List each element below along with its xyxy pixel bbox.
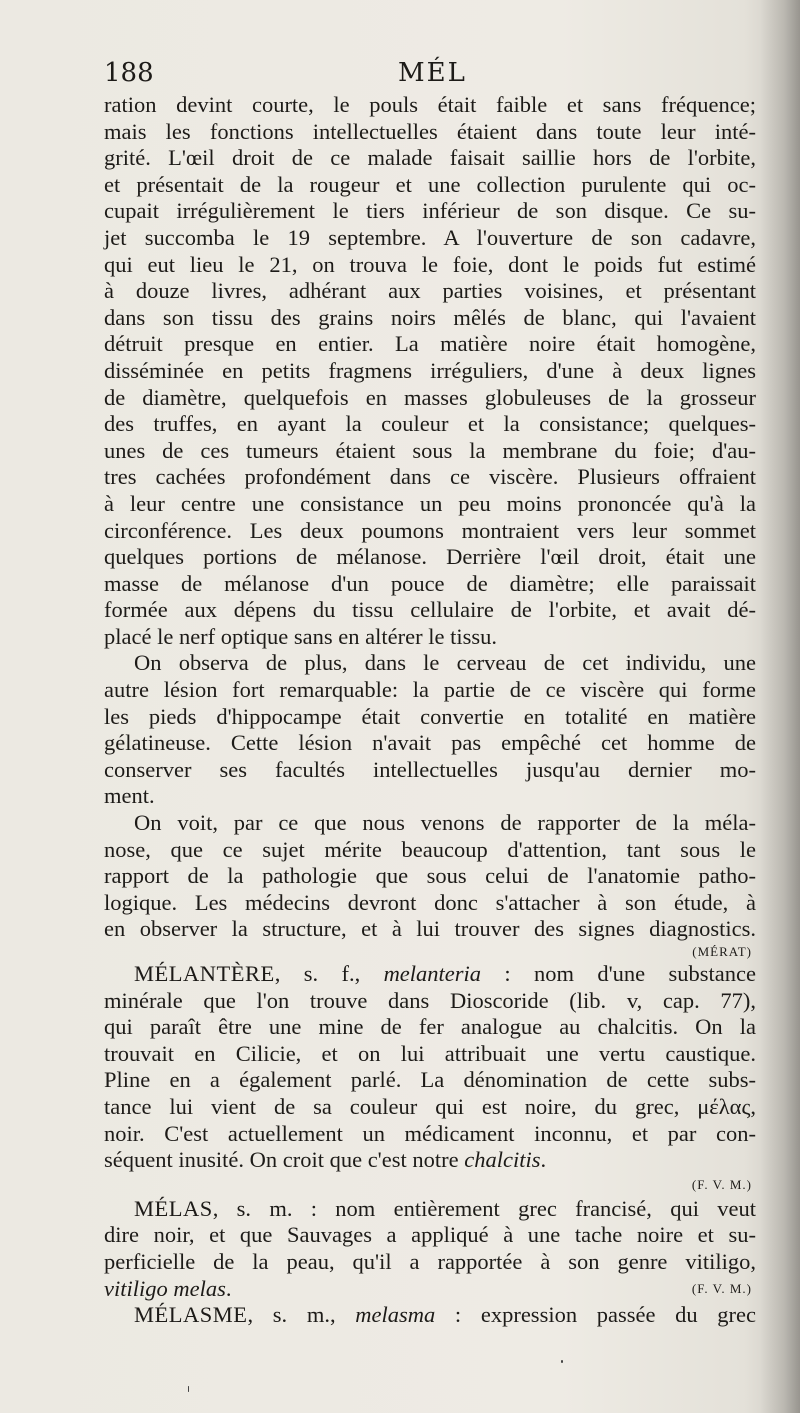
text-line: On voit, par ce que nous venons de rapporter de la méla- (134, 810, 756, 836)
text-line: formée aux dépens du tissu cellulaire de l'orbite, et avait dé- (104, 597, 756, 623)
signature-fvm-1: (F. V. M.) (691, 1176, 752, 1192)
entry-definition-start: : nom d'une substance (481, 961, 756, 986)
entry-grammar: , s. f., (274, 961, 384, 986)
entry-melasme (104, 1302, 756, 1329)
entry-melantere-lines (104, 988, 756, 1148)
entry-melas-last-line (104, 1276, 756, 1303)
italic-term: chalcitis (464, 1147, 541, 1173)
line-text: séquent inusité. On croit que c'est notre (104, 1147, 465, 1173)
text-line: quelques portions de mélanose. Derrière l'œil droit, était une (104, 544, 756, 570)
text-line: dire noir, et que Sauvages a appliqué à une tache noire et su- (104, 1222, 756, 1248)
entry-latin-term: melanteria (383, 961, 482, 986)
text-line: Pline en a également parlé. La dénomination de cette subs- (104, 1067, 756, 1093)
entry-melas-first-line (104, 1196, 756, 1223)
entry-grammar: , s. m., (247, 1302, 356, 1328)
entry-definition-start: : expression passée du grec (435, 1302, 756, 1328)
text-line: tance lui vient de sa couleur qui est noire, du grec, μέλας, (104, 1093, 756, 1119)
text-line: dans son tissu des grains noirs mêlés de blanc, qui l'avaient (104, 304, 756, 330)
running-title: MÉL (398, 58, 467, 88)
text-line: perficielle de la peau, qu'il a rapportée à son genre vitiligo, (104, 1248, 756, 1274)
text-line: et présentait de la rougeur et une collection purulente qui oc- (104, 171, 756, 197)
paragraph-1 (104, 92, 756, 650)
page-header (104, 58, 754, 92)
text-line: conserver ses facultés intellectuelles jusqu'au dernier mo- (104, 756, 756, 782)
text-line: ment. (104, 783, 155, 809)
text-line: noir. C'est actuellement un médicament inconnu, et par con- (104, 1120, 756, 1146)
body-text (104, 92, 756, 1329)
paragraph-2 (104, 650, 756, 810)
text-line: qui eut lieu le 21, on trouva le foie, dont le poids fut estimé (104, 251, 756, 277)
text-line: à leur centre une consistance un peu moins prononcée qu'à la (104, 490, 756, 516)
print-speck (188, 1386, 189, 1392)
text-line: qui paraît être une mine de fer analogue au chalcitis. On la (104, 1014, 756, 1040)
text-line: mais les fonctions intellectuelles étaient dans toute leur inté- (104, 118, 756, 144)
signature-fvm-2: (F. V. M.) (691, 1280, 752, 1296)
print-speck (561, 1360, 563, 1363)
text-line: détruit presque en entier. La matière noire était homogène, (104, 331, 756, 357)
entry-melasme-first-line (104, 1302, 756, 1329)
text-line: rapport de la pathologie que sous celui de l'anatomie patho- (104, 863, 756, 889)
text-line: cupait irrégulièrement le tiers inférieur de son disque. Ce su- (104, 198, 756, 224)
text-line: disséminée en petits fragmens irréguliers, d'une à deux lignes (104, 357, 756, 383)
text-line: masse de mélanose d'un pouce de diamètre; elle paraissait (104, 570, 756, 596)
italic-term: vitiligo melas (104, 1275, 226, 1301)
text-line: nose, que ce sujet mérite beaucoup d'attention, tant sous le (104, 836, 756, 862)
text-line: les pieds d'hippocampe était convertie en totalité en matière (104, 703, 756, 729)
text-line: unes de ces tumeurs étaient sous la membrane du foie; d'au- (104, 437, 756, 463)
entry-melas-lines (104, 1222, 756, 1275)
text-line: autre lésion fort remarquable: la partie de ce viscère qui forme (104, 677, 756, 703)
text-line: On observa de plus, dans le cerveau de cet individu, une (134, 650, 756, 676)
entry-melantere (104, 961, 756, 1196)
entry-melantere-first-line (104, 961, 756, 988)
text-line: circonférence. Les deux poumons montraient vers leur sommet (104, 517, 756, 543)
page-number: 188 (104, 58, 154, 88)
line-end: . (540, 1147, 547, 1173)
text-line: logique. Les médecins devront donc s'attacher à son étude, à (104, 889, 756, 915)
entry-melantere-last-line (104, 1147, 756, 1174)
entry-latin-term: melasma (355, 1302, 436, 1328)
text-line: jet succomba le 19 septembre. A l'ouverture de son cadavre, (104, 224, 756, 250)
text-line: grité. L'œil droit de ce malade faisait saillie hors de l'orbite, (104, 145, 756, 171)
entry-headword: MÉLASME (134, 1302, 248, 1328)
text-line: gélatineuse. Cette lésion n'avait pas empêché cet homme de (104, 730, 756, 756)
text-line: placé le nerf optique sans en altérer le tissu. (104, 623, 497, 649)
entry-headword: MÉLAS (134, 1195, 213, 1221)
text-line: ration devint courte, le pouls était faible et sans fréquence; (104, 92, 756, 117)
text-line: à douze livres, adhérant aux parties voisines, et présentant (104, 278, 756, 304)
paragraph-3 (104, 810, 756, 943)
text-line: minérale que l'on trouve dans Dioscoride (lib. v, cap. 77), (104, 987, 756, 1013)
line-end: . (225, 1275, 232, 1301)
signature-merat: (MÉRAT) (692, 944, 752, 959)
text-line: des truffes, en ayant la couleur et la consistance; quelques- (104, 411, 756, 437)
entry-definition-start: , s. m. : nom entièrement grec francisé, qui veut (212, 1195, 756, 1221)
text-line: en observer la structure, et à lui trouver des signes diagnostics. (104, 916, 756, 942)
entry-headword: MÉLANTÈRE (134, 961, 275, 986)
entry-melas (104, 1196, 756, 1302)
text-line: tres cachées profondément dans ce viscère. Plusieurs offraient (104, 464, 756, 490)
page-edge-shadow (760, 0, 800, 1413)
text-line: de diamètre, quelquefois en masses globuleuses de la grosseur (104, 384, 756, 410)
text-line: trouvait en Cilicie, et on lui attribuait une vertu caustique. (104, 1040, 756, 1066)
